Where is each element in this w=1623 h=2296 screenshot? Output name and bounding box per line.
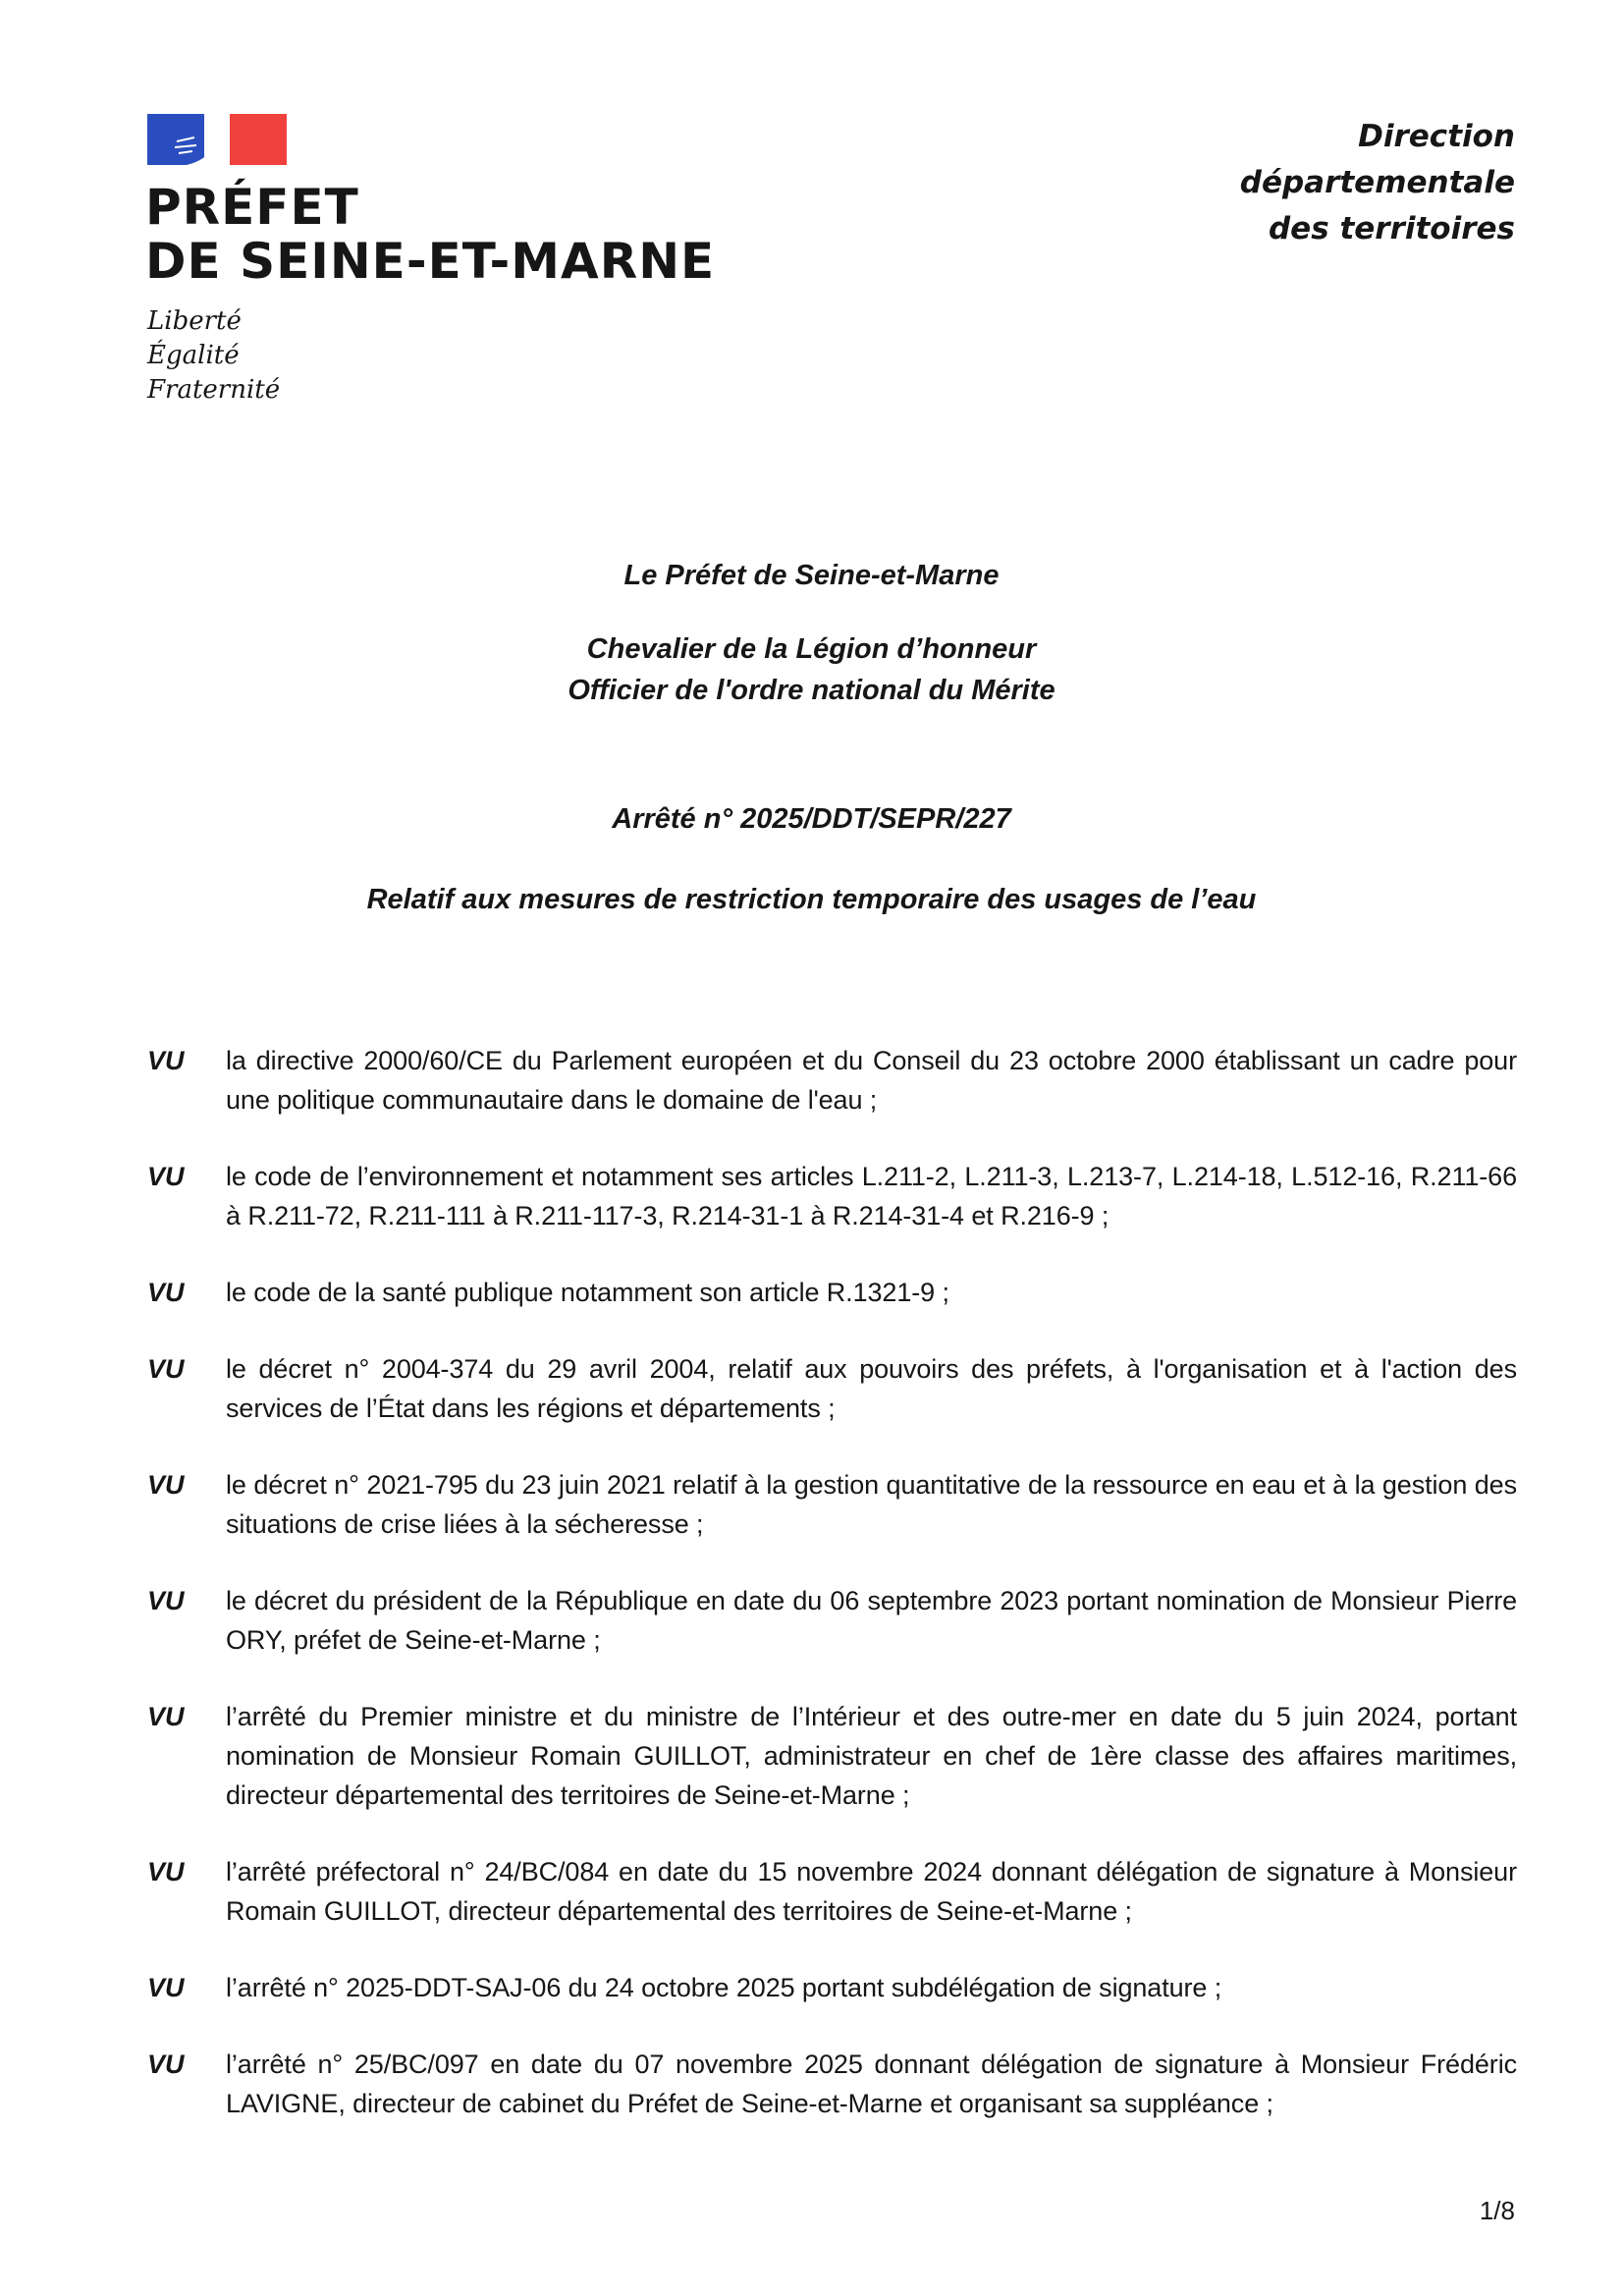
arrete-number: Arrêté n° 2025/DDT/SEPR/227 (612, 803, 1011, 835)
logo-line1: PRÉFET (145, 179, 359, 236)
vu-text: le décret n° 2004-374 du 29 avril 2004, relatif aux pouvoirs des préfets, à l'organisation et à l'action des services de l’État dans les régions et départements ; (226, 1354, 1517, 1423)
motto-fraternite: Fraternité (147, 375, 281, 405)
vu-item (147, 1697, 1517, 1815)
vu-label: VU (147, 1046, 185, 1075)
title-ordre-merite: Officier de l'ordre national du Mérite (568, 675, 1055, 706)
vu-label: VU (147, 1278, 185, 1307)
logo-line2: DE SEINE-ET-MARNE (145, 233, 716, 290)
vu-item (147, 1968, 1517, 2007)
prefet-heading: Le Préfet de Seine-et-Marne (623, 560, 1000, 591)
vu-label: VU (147, 1470, 185, 1500)
vu-item (147, 1465, 1517, 1544)
vu-item (147, 1852, 1517, 1931)
vu-text: l’arrêté préfectoral n° 24/BC/084 en date du 15 novembre 2024 donnant délégation de signature à Monsieur Romain GUILLOT, directeur départemental des territoires de Seine-et-Marne ; (226, 1857, 1517, 1926)
vu-label: VU (147, 2050, 185, 2079)
page-number: 1/8 (1479, 2196, 1515, 2225)
title-legion-honneur: Chevalier de la Légion d’honneur (586, 633, 1037, 665)
vu-list (147, 1041, 1517, 2160)
vu-label: VU (147, 1973, 185, 2002)
vu-label: VU (147, 1586, 185, 1615)
vu-item (147, 2045, 1517, 2123)
vu-label: VU (147, 1702, 185, 1731)
service-line2: départementale (1239, 165, 1515, 200)
vu-label: VU (147, 1857, 185, 1886)
prefet-titles (0, 629, 1623, 711)
motto-liberte: Liberté (147, 306, 242, 336)
vu-item (147, 1041, 1517, 1120)
vu-label: VU (147, 1162, 185, 1191)
republic-motto (147, 304, 280, 408)
vu-text: le décret du président de la République en date du 06 septembre 2023 portant nomination de Monsieur Pierre ORY, préfet de Seine-et-Marne ; (226, 1586, 1517, 1655)
prefecture-name (145, 181, 715, 289)
vu-text: l’arrêté n° 2025-DDT-SAJ-06 du 24 octobre 2025 portant subdélégation de signature ; (226, 1973, 1222, 2002)
vu-item (147, 1157, 1517, 1235)
vu-text: le code de la santé publique notamment son article R.1321-9 ; (226, 1278, 949, 1307)
vu-label: VU (147, 1354, 185, 1384)
motto-egalite: Égalité (147, 341, 240, 370)
service-line3: des territoires (1268, 211, 1515, 246)
vu-item (147, 1581, 1517, 1660)
service-line1: Direction (1358, 119, 1515, 154)
vu-item (147, 1273, 1517, 1312)
arrete-subject: Relatif aux mesures de restriction temporaire des usages de l’eau (366, 884, 1257, 915)
vu-text: l’arrêté n° 25/BC/097 en date du 07 novembre 2025 donnant délégation de signature à Monsieur Frédéric LAVIGNE, directeur de cabinet du Préfet de Seine-et-Marne et organisant sa suppléance ; (226, 2050, 1517, 2118)
service-name (1240, 114, 1515, 252)
vu-item (147, 1349, 1517, 1428)
vu-text: la directive 2000/60/CE du Parlement européen et du Conseil du 23 octobre 2000 établissant un cadre pour une politique communautaire dans le domaine de l'eau ; (226, 1046, 1517, 1115)
vu-text: le décret n° 2021-795 du 23 juin 2021 relatif à la gestion quantitative de la ressource en eau et à la gestion des situations de crise liées à la sécheresse ; (226, 1470, 1517, 1539)
vu-text: le code de l’environnement et notamment ses articles L.211-2, L.211-3, L.213-7, L.214-18, L.512-16, R.211-66 à R.211-72, R.211-111 à R.211-117-3, R.214-31-1 à R.214-31-4 et R.216-9 ; (226, 1162, 1517, 1230)
vu-text: l’arrêté du Premier ministre et du ministre de l’Intérieur et des outre-mer en date du 5 juin 2024, portant nomination de Monsieur Romain GUILLOT, administrateur en chef de 1ère classe des affaires maritimes, directeur départemental des territoires de Seine-et-Marne ; (226, 1702, 1517, 1810)
marianne-logo-icon (147, 114, 287, 165)
